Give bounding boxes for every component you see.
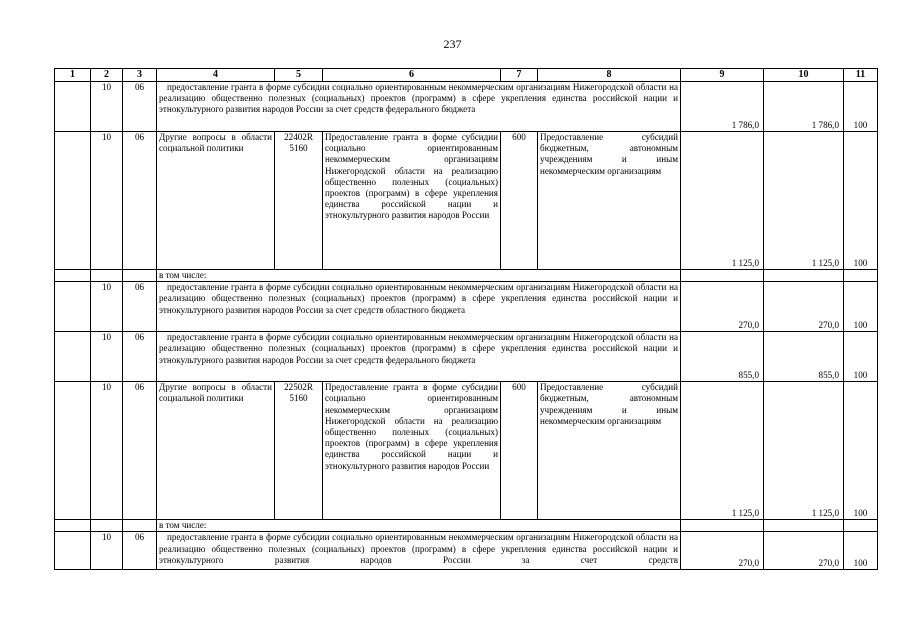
header-cell: 6 (323, 69, 501, 82)
article-cell: Предоставление гранта в форме субсидии социально ориентированным некоммерческим организациям Нижегородской области на реализацию общественно полезных (социальных) проектов (программ) в сфере укрепления единства российской нации и этнокультурного развития народов России (323, 382, 501, 520)
amount-cell: 855,0 (681, 332, 764, 382)
header-row (55, 69, 878, 82)
expense-type-cell: 600 (501, 132, 538, 270)
percent-cell: 100 (844, 532, 878, 570)
amount-cell: 270,0 (681, 532, 764, 570)
section-cell: 10 (91, 282, 123, 332)
amount-cell: 1 125,0 (681, 132, 764, 270)
header-cell: 9 (681, 69, 764, 82)
subsection-cell: 06 (123, 82, 157, 132)
header-cell: 2 (91, 69, 123, 82)
header-cell: 4 (157, 69, 275, 82)
amount-cell: 855,0 (764, 332, 844, 382)
subsection-cell: 06 (123, 382, 157, 520)
table-row (55, 520, 878, 532)
table-row (55, 270, 878, 282)
table-row (55, 82, 878, 132)
header-cell: 10 (764, 69, 844, 82)
header-cell: 1 (55, 69, 91, 82)
section-cell: 10 (91, 332, 123, 382)
table-row (55, 332, 878, 382)
subsection-cell: 06 (123, 532, 157, 570)
header-cell: 7 (501, 69, 538, 82)
percent-cell: 100 (844, 382, 878, 520)
budget-table (54, 68, 878, 570)
header-cell: 5 (275, 69, 323, 82)
amount-cell: 270,0 (764, 532, 844, 570)
description-cell: предоставление гранта в форме субсидии социально ориентированным некоммерческим организациям Нижегородской области на реализацию общественно полезных (социальных) проектов (программ) в сфере укрепления единства российской нации и этнокультурного развития народов России за счет средств областного бюджета (157, 282, 681, 332)
including-label: в том числе: (157, 520, 681, 532)
amount-cell: 1 786,0 (681, 82, 764, 132)
table-row (55, 282, 878, 332)
code-cell: 22502R 5160 (275, 382, 323, 520)
table-row (55, 532, 878, 570)
table-row (55, 132, 878, 270)
section-cell: 10 (91, 82, 123, 132)
name-cell: Другие вопросы в области социальной политики (157, 382, 275, 520)
name-cell: Другие вопросы в области социальной политики (157, 132, 275, 270)
subsection-cell: 06 (123, 132, 157, 270)
description-cell: предоставление гранта в форме субсидии социально ориентированным некоммерческим организациям Нижегородской области на реализацию общественно полезных (социальных) проектов (программ) в сфере укрепления единства российской нации и этнокультурного развития народов России за счет средств федерального бюджета (157, 332, 681, 382)
amount-cell: 1 125,0 (764, 382, 844, 520)
page-number: 237 (443, 37, 462, 51)
expense-type-cell: 600 (501, 382, 538, 520)
section-cell: 10 (91, 132, 123, 270)
amount-cell: 1 125,0 (681, 382, 764, 520)
percent-cell: 100 (844, 332, 878, 382)
code-cell: 22402R 5160 (275, 132, 323, 270)
expense-name-cell: Предоставление субсидий бюджетным, автономным учреждениям и иным некоммерческим организациям (538, 382, 681, 520)
header-cell: 8 (538, 69, 681, 82)
including-label: в том числе: (157, 270, 681, 282)
percent-cell: 100 (844, 282, 878, 332)
amount-cell: 270,0 (764, 282, 844, 332)
article-cell: Предоставление гранта в форме субсидии социально ориентированным некоммерческим организациям Нижегородской области на реализацию общественно полезных (социальных) проектов (программ) в сфере укрепления единства российской нации и этнокультурного развития народов России (323, 132, 501, 270)
amount-cell: 270,0 (681, 282, 764, 332)
amount-cell: 1 125,0 (764, 132, 844, 270)
description-cell: предоставление гранта в форме субсидии социально ориентированным некоммерческим организациям Нижегородской области на реализацию общественно полезных (социальных) проектов (программ) в сфере укрепления единства российской нации и этнокультурного развития народов России за счет средств (157, 532, 681, 570)
header-cell: 3 (123, 69, 157, 82)
section-cell: 10 (91, 382, 123, 520)
description-cell: предоставление гранта в форме субсидии социально ориентированным некоммерческим организациям Нижегородской области на реализацию общественно полезных (социальных) проектов (программ) в сфере укрепления единства российской нации и этнокультурного развития народов России за счет средств федерального бюджета (157, 82, 681, 132)
percent-cell: 100 (844, 132, 878, 270)
expense-name-cell: Предоставление субсидий бюджетным, автономным учреждениям и иным некоммерческим организациям (538, 132, 681, 270)
subsection-cell: 06 (123, 282, 157, 332)
section-cell: 10 (91, 532, 123, 570)
subsection-cell: 06 (123, 332, 157, 382)
header-cell: 11 (844, 69, 878, 82)
table-row (55, 382, 878, 520)
amount-cell: 1 786,0 (764, 82, 844, 132)
percent-cell: 100 (844, 82, 878, 132)
